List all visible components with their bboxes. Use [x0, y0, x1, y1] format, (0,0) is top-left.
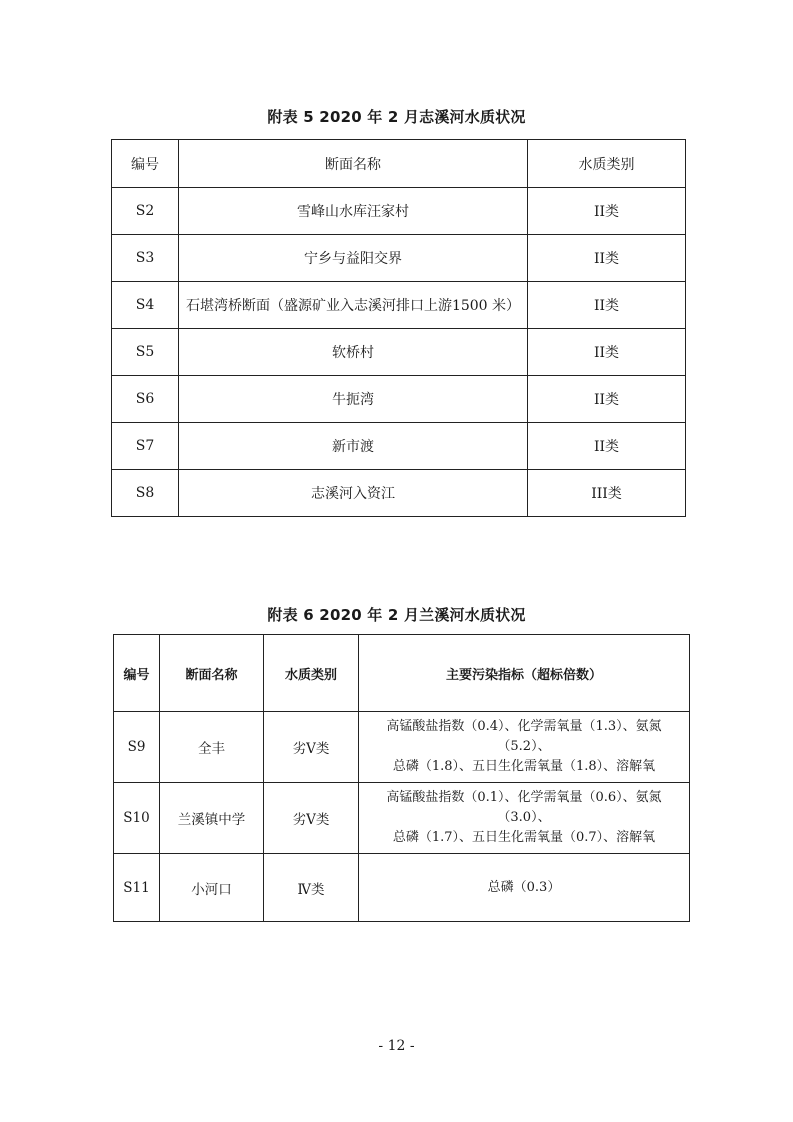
table-row	[112, 376, 686, 423]
table6-header-section: 断面名称	[160, 635, 264, 712]
cell-class: II类	[528, 282, 686, 329]
cell-id: S7	[112, 423, 179, 470]
cell-pollutants	[359, 712, 690, 783]
cell-section: 小河口	[160, 854, 264, 922]
cell-section: 牛扼湾	[179, 376, 528, 423]
cell-id: S8	[112, 470, 179, 517]
cell-class: 劣Ⅴ类	[264, 783, 359, 854]
cell-id: S5	[112, 329, 179, 376]
pollutants-line: 总磷（1.7）、五日生化需氧量（0.7）、溶解氧	[392, 830, 656, 845]
table-row	[112, 188, 686, 235]
table-row	[112, 423, 686, 470]
table5-header-row	[112, 140, 686, 188]
table6-caption: 附表 6 2020 年 2 月兰溪河水质状况	[267, 606, 526, 624]
cell-id: S6	[112, 376, 179, 423]
cell-id: S11	[114, 854, 160, 922]
table-row	[112, 329, 686, 376]
cell-class: II类	[528, 376, 686, 423]
table-row	[112, 470, 686, 517]
table-row	[114, 783, 690, 854]
table-row	[112, 282, 686, 329]
cell-class: II类	[528, 329, 686, 376]
table6-header-class: 水质类别	[264, 635, 359, 712]
page-number: - 12 -	[378, 1038, 415, 1054]
cell-section: 志溪河入资江	[179, 470, 528, 517]
cell-class: II类	[528, 235, 686, 282]
cell-section: 新市渡	[179, 423, 528, 470]
table5-header-class: 水质类别	[528, 140, 686, 188]
cell-section: 雪峰山水库汪家村	[179, 188, 528, 235]
cell-section: 全丰	[160, 712, 264, 783]
table6-header-pollutants: 主要污染指标（超标倍数）	[359, 635, 690, 712]
table5-header-section: 断面名称	[179, 140, 528, 188]
cell-section: 兰溪镇中学	[160, 783, 264, 854]
cell-pollutants	[359, 783, 690, 854]
table-row	[114, 854, 690, 922]
table5	[111, 139, 686, 517]
cell-id: S9	[114, 712, 160, 783]
pollutants-line: 高锰酸盐指数（0.4）、化学需氧量（1.3）、氨氮（5.2）、	[386, 719, 662, 754]
pollutants-line: 总磷（0.3）	[487, 879, 561, 895]
cell-class: Ⅳ类	[264, 854, 359, 922]
table6-header-row	[114, 635, 690, 712]
cell-class: II类	[528, 423, 686, 470]
cell-class: II类	[528, 188, 686, 235]
pollutants-line: 总磷（1.8）、五日生化需氧量（1.8）、溶解氧	[392, 759, 656, 774]
cell-id: S2	[112, 188, 179, 235]
table5-caption: 附表 5 2020 年 2 月志溪河水质状况	[267, 108, 526, 126]
cell-class: 劣Ⅴ类	[264, 712, 359, 783]
cell-class: III类	[528, 470, 686, 517]
table6-header-id: 编号	[114, 635, 160, 712]
cell-id: S4	[112, 282, 179, 329]
cell-section: 软桥村	[179, 329, 528, 376]
table5-header-id: 编号	[112, 140, 179, 188]
cell-id: S3	[112, 235, 179, 282]
cell-section: 宁乡与益阳交界	[179, 235, 528, 282]
table6	[113, 634, 690, 922]
cell-section: 石堪湾桥断面（盛源矿业入志溪河排口上游1500 米）	[179, 282, 528, 329]
table-row	[114, 712, 690, 783]
cell-id: S10	[114, 783, 160, 854]
pollutants-line: 高锰酸盐指数（0.1）、化学需氧量（0.6）、氨氮（3.0）、	[386, 790, 662, 825]
cell-pollutants	[359, 854, 690, 922]
table-row	[112, 235, 686, 282]
